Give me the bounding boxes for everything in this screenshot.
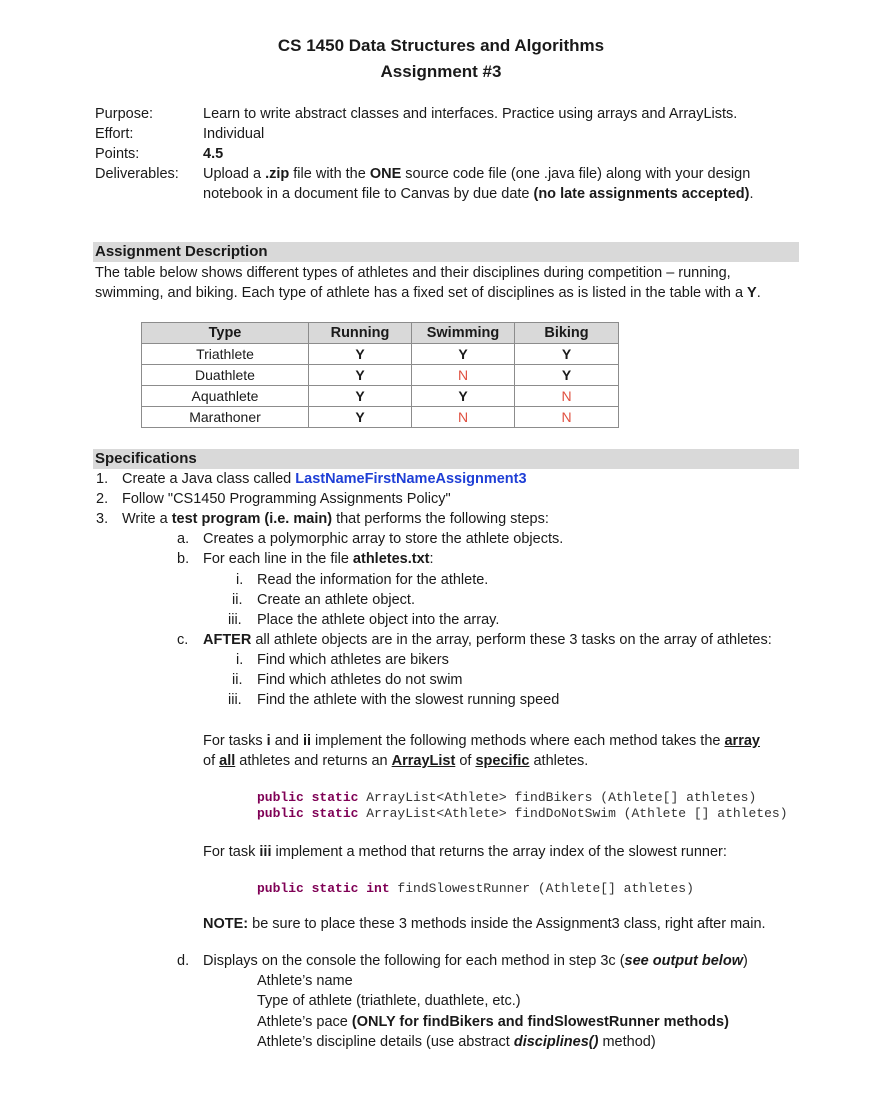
spec-item-2: Follow "CS1450 Programming Assignments Policy" [122, 491, 451, 507]
display-item-disciplines: Athlete’s discipline details (use abstract disciplines() method) [257, 1034, 656, 1050]
description-heading: Assignment Description [95, 243, 268, 260]
spec-number-2: 2. [96, 491, 109, 507]
athlete-disciplines-table [141, 322, 619, 428]
spec-item-3: Write a test program (i.e. main) that performs the following steps: [122, 511, 549, 527]
table-header-row [142, 323, 619, 344]
header-type: Type [142, 323, 309, 344]
code-find-slowest-runner: public static int findSlowestRunner (Athlete[] athletes) [257, 881, 694, 896]
step-letter-c: c. [177, 632, 189, 648]
cell-running: Y [309, 365, 412, 386]
page-title: CS 1450 Data Structures and Algorithms [277, 36, 605, 55]
deliverables-line-1: Upload a .zip file with the ONE source code file (one .java file) along with your design [203, 166, 751, 182]
cell-biking: Y [515, 365, 619, 386]
code-find-do-not-swim: public static ArrayList<Athlete> findDoNotSwim (Athlete [] athletes) [257, 806, 788, 821]
step-a: Creates a polymorphic array to store the athlete objects. [203, 531, 564, 547]
step-b-iii-num: iii. [228, 612, 242, 628]
step-c-iii: Find the athlete with the slowest running speed [257, 692, 560, 708]
cell-swimming: N [412, 407, 515, 428]
step-b-iii: Place the athlete object into the array. [257, 612, 500, 628]
cell-running: Y [309, 407, 412, 428]
purpose-value: Learn to write abstract classes and interfaces. Practice using arrays and ArrayLists. [203, 106, 738, 122]
step-b-i: Read the information for the athlete. [257, 572, 489, 588]
display-item-type: Type of athlete (triathlete, duathlete, etc.) [257, 993, 521, 1009]
tasks-paragraph-line-2: of all athletes and returns an ArrayList of specific athletes. [203, 753, 589, 769]
effort-label: Effort: [95, 126, 134, 142]
cell-biking: N [515, 407, 619, 428]
step-c-ii-num: ii. [232, 672, 243, 688]
step-c-i-num: i. [236, 652, 244, 668]
cell-swimming: Y [412, 344, 515, 365]
step-letter-d: d. [177, 953, 190, 969]
specifications-heading-bar [93, 449, 799, 469]
step-b-ii: Create an athlete object. [257, 592, 415, 608]
cell-running: Y [309, 344, 412, 365]
header-biking: Biking [515, 323, 619, 344]
spec-number-3: 3. [96, 511, 109, 527]
cell-type: Duathlete [142, 365, 309, 386]
note-line: NOTE: be sure to place these 3 methods inside the Assignment3 class, right after main. [203, 916, 766, 932]
description-heading-bar [93, 242, 799, 262]
table-row [142, 386, 619, 407]
cell-running: Y [309, 386, 412, 407]
table-row [142, 407, 619, 428]
effort-value: Individual [203, 126, 265, 142]
step-letter-a: a. [177, 531, 190, 547]
table-row [142, 344, 619, 365]
spec-item-1: Create a Java class called LastNameFirstNameAssignment3 [122, 471, 527, 487]
step-b: For each line in the file athletes.txt: [203, 551, 434, 567]
task-iii-paragraph: For task iii implement a method that returns the array index of the slowest runner: [203, 844, 727, 860]
cell-type: Aquathlete [142, 386, 309, 407]
display-item-name: Athlete’s name [257, 973, 353, 989]
deliverables-label: Deliverables: [95, 166, 179, 182]
deliverables-line-2: notebook in a document file to Canvas by due date (no late assignments accepted). [203, 186, 754, 202]
step-d: Displays on the console the following for each method in step 3c (see output below) [203, 953, 748, 969]
purpose-label: Purpose: [95, 106, 154, 122]
points-label: Points: [95, 146, 140, 162]
cell-type: Triathlete [142, 344, 309, 365]
step-c-ii: Find which athletes do not swim [257, 672, 463, 688]
page-subtitle: Assignment #3 [380, 62, 502, 81]
code-find-bikers: public static ArrayList<Athlete> findBikers (Athlete[] athletes) [257, 790, 757, 805]
description-line-2: swimming, and biking. Each type of athlete has a fixed set of disciplines as is listed in the table with a Y. [95, 285, 761, 301]
table-row [142, 365, 619, 386]
description-line-1: The table below shows different types of athletes and their disciplines during competition – running, [95, 265, 731, 281]
class-name: LastNameFirstNameAssignment3 [295, 471, 527, 487]
step-b-ii-num: ii. [232, 592, 243, 608]
points-value: 4.5 [203, 146, 224, 162]
header-swimming: Swimming [412, 323, 515, 344]
header-running: Running [309, 323, 412, 344]
step-letter-b: b. [177, 551, 190, 567]
step-c-iii-num: iii. [228, 692, 242, 708]
display-item-pace: Athlete’s pace (ONLY for findBikers and findSlowestRunner methods) [257, 1014, 729, 1030]
specifications-heading: Specifications [95, 450, 197, 467]
cell-swimming: Y [412, 386, 515, 407]
spec-number-1: 1. [96, 471, 109, 487]
cell-biking: N [515, 386, 619, 407]
step-c: AFTER all athlete objects are in the array, perform these 3 tasks on the array of athletes: [203, 632, 772, 648]
cell-biking: Y [515, 344, 619, 365]
cell-swimming: N [412, 365, 515, 386]
step-c-i: Find which athletes are bikers [257, 652, 449, 668]
tasks-paragraph-line-1: For tasks i and ii implement the following methods where each method takes the array [203, 733, 760, 749]
step-b-i-num: i. [236, 572, 244, 588]
cell-type: Marathoner [142, 407, 309, 428]
